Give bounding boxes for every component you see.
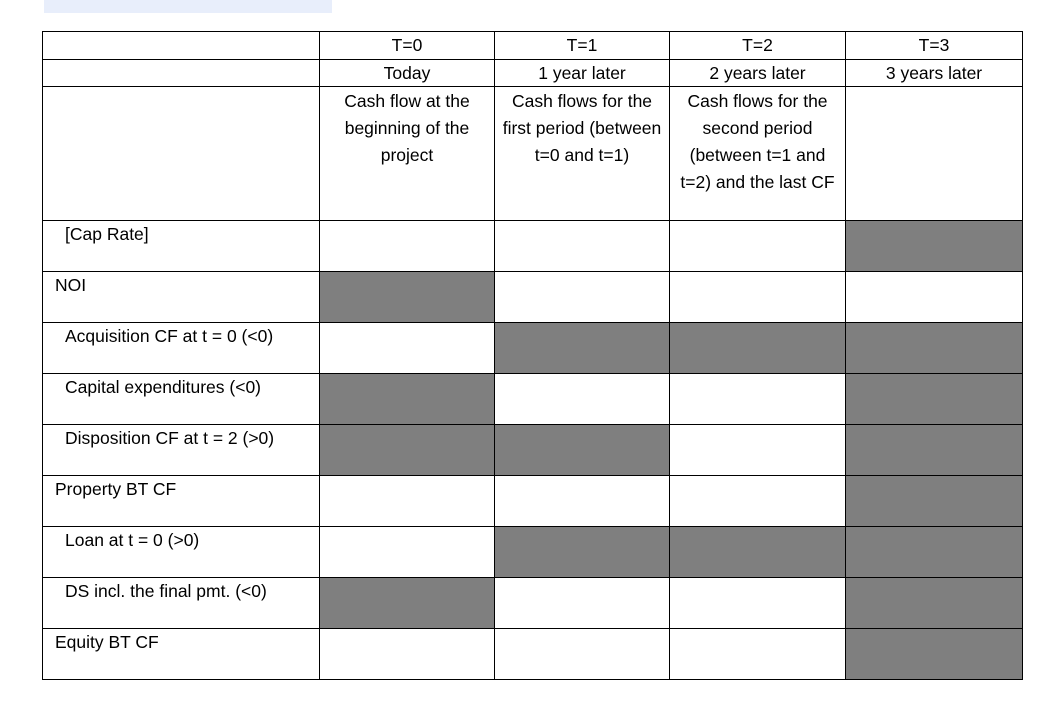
- value-cell[interactable]: [320, 476, 495, 527]
- shaded-cell: [846, 323, 1023, 374]
- row-capital-expenditures: [43, 374, 1023, 425]
- desc-t1: Cash flows for the first period (between t=0 and t=1): [502, 91, 662, 165]
- shaded-cell: [495, 323, 670, 374]
- header-t0: T=0: [320, 32, 495, 60]
- header-row-when: [43, 60, 1023, 87]
- header-corner-cell: [43, 87, 320, 221]
- shaded-cell: [846, 374, 1023, 425]
- row-label: NOI: [55, 275, 87, 295]
- shaded-cell: [846, 629, 1023, 680]
- row-label-cell: [43, 221, 320, 272]
- row-label: Capital expenditures (<0): [65, 377, 262, 397]
- shaded-cell: [495, 425, 670, 476]
- row-equity-bt-cf: [43, 629, 1023, 680]
- header-t2: T=2: [670, 32, 846, 60]
- value-cell[interactable]: [670, 374, 846, 425]
- value-cell[interactable]: [495, 629, 670, 680]
- row-label-cell: [43, 374, 320, 425]
- when-t1: 1 year later: [495, 60, 670, 87]
- shaded-cell: [320, 578, 495, 629]
- row-label-cell: [43, 629, 320, 680]
- row-noi: [43, 272, 1023, 323]
- value-cell[interactable]: [670, 221, 846, 272]
- value-cell[interactable]: [495, 221, 670, 272]
- value-cell[interactable]: [670, 425, 846, 476]
- value-cell[interactable]: [670, 578, 846, 629]
- desc-t0: Cash flow at the beginning of the project: [344, 91, 470, 165]
- value-cell[interactable]: [320, 221, 495, 272]
- value-cell[interactable]: [320, 323, 495, 374]
- value-cell[interactable]: [846, 272, 1023, 323]
- row-label-cell: [43, 272, 320, 323]
- shaded-cell: [320, 272, 495, 323]
- when-t3: 3 years later: [846, 60, 1023, 87]
- header-corner-cell: [43, 60, 320, 87]
- row-label: Disposition CF at t = 2 (>0): [65, 428, 275, 448]
- row-cap-rate: [43, 221, 1023, 272]
- value-cell[interactable]: [495, 374, 670, 425]
- row-label: [Cap Rate]: [65, 224, 149, 244]
- shaded-cell: [846, 221, 1023, 272]
- shaded-cell: [670, 323, 846, 374]
- desc-cell-t1: [495, 87, 670, 221]
- header-row-period: [43, 32, 1023, 60]
- shaded-cell: [846, 527, 1023, 578]
- row-label: DS incl. the final pmt. (<0): [65, 581, 267, 601]
- row-property-bt-cf: [43, 476, 1023, 527]
- row-label-cell: [43, 425, 320, 476]
- row-label-cell: [43, 323, 320, 374]
- row-label: Equity BT CF: [55, 632, 159, 652]
- shaded-cell: [846, 425, 1023, 476]
- header-t3: T=3: [846, 32, 1023, 60]
- shaded-cell: [670, 527, 846, 578]
- row-acquisition-cf: [43, 323, 1023, 374]
- shaded-cell: [320, 425, 495, 476]
- desc-cell-t3: [846, 87, 1023, 221]
- desc-cell-t2: [670, 87, 846, 221]
- row-disposition-cf: [43, 425, 1023, 476]
- value-cell[interactable]: [320, 527, 495, 578]
- value-cell[interactable]: [495, 578, 670, 629]
- header-corner-cell: [43, 32, 320, 60]
- value-cell[interactable]: [670, 272, 846, 323]
- shaded-cell: [846, 476, 1023, 527]
- desc-t2: Cash flows for the second period (between t=1 and t=2) and the last CF: [680, 91, 835, 192]
- value-cell[interactable]: [670, 476, 846, 527]
- row-label: Acquisition CF at t = 0 (<0): [65, 326, 274, 346]
- value-cell[interactable]: [320, 629, 495, 680]
- when-t0: Today: [320, 60, 495, 87]
- row-label: Property BT CF: [55, 479, 177, 499]
- shaded-cell: [495, 527, 670, 578]
- when-t2: 2 years later: [670, 60, 846, 87]
- header-t1: T=1: [495, 32, 670, 60]
- row-label: Loan at t = 0 (>0): [65, 530, 200, 550]
- shaded-cell: [320, 374, 495, 425]
- shaded-cell: [846, 578, 1023, 629]
- desc-cell-t0: [320, 87, 495, 221]
- row-debt-service: [43, 578, 1023, 629]
- header-row-description: [43, 87, 1023, 221]
- cash-flow-table: [42, 31, 1023, 680]
- value-cell[interactable]: [670, 629, 846, 680]
- row-label-cell: [43, 578, 320, 629]
- row-label-cell: [43, 527, 320, 578]
- value-cell[interactable]: [495, 476, 670, 527]
- value-cell[interactable]: [495, 272, 670, 323]
- top-highlight-bar: [44, 0, 332, 13]
- row-loan: [43, 527, 1023, 578]
- row-label-cell: [43, 476, 320, 527]
